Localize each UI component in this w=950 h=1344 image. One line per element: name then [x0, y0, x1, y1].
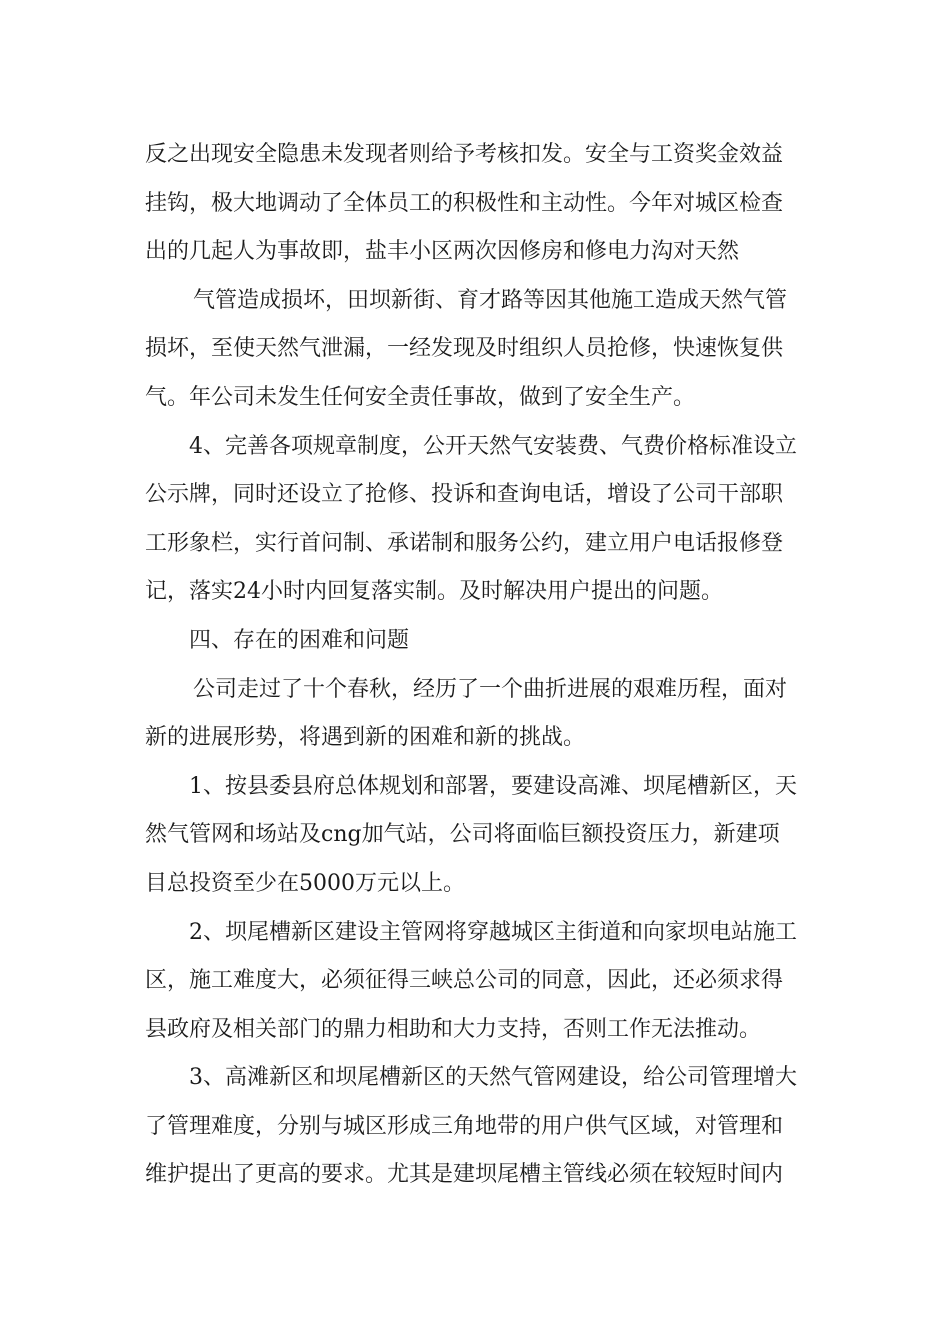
text-line: 1、按县委县府总体规划和部署，要建设高滩、坝尾槽新区，天: [189, 773, 797, 799]
text-line: 出的几起人为事故即，盐丰小区两次因修房和修电力沟对天然: [145, 239, 740, 265]
text-line: 公司走过了十个春秋，经历了一个曲折进展的艰难历程，面对: [193, 676, 788, 702]
text-line: 区，施工难度大，必须征得三峡总公司的同意，因此，还必须求得: [145, 968, 784, 994]
text-line: 目总投资至少在5000万元以上。: [145, 870, 465, 896]
text-line: 挂钩，极大地调动了全体员工的积极性和主动性。今年对城区检查: [145, 190, 784, 216]
text-line: 工形象栏，实行首问制、承诺制和服务公约，建立用户电话报修登: [145, 530, 784, 556]
text-line: 4、完善各项规章制度，公开天然气安装费、气费价格标准设立: [189, 433, 797, 459]
section-heading: 四、存在的困难和问题: [189, 627, 410, 653]
text-line: 公示牌，同时还设立了抢修、投诉和查询电话，增设了公司干部职: [145, 482, 784, 508]
text-line: 2、坝尾槽新区建设主管网将穿越城区主街道和向家坝电站施工: [189, 919, 797, 945]
text-line: 然气管网和场站及cng加气站，公司将面临巨额投资压力，新建项: [145, 822, 780, 848]
text-line: 维护提出了更高的要求。尤其是建坝尾槽主管线必须在较短时间内: [145, 1162, 784, 1188]
text-line: 新的进展形势，将遇到新的困难和新的挑战。: [145, 725, 586, 751]
text-line: 气。年公司未发生任何安全责任事故，做到了安全生产。: [145, 384, 696, 410]
text-line: 了管理难度，分别与城区形成三角地带的用户供气区域，对管理和: [145, 1113, 784, 1139]
text-line: 记，落实24小时内回复落实制。及时解决用户提出的问题。: [145, 579, 723, 605]
document-body: [145, 131, 810, 1200]
text-line: 反之出现安全隐患未发现者则给予考核扣发。安全与工资奖金效益: [145, 142, 784, 167]
text-line: 损坏，至使天然气泄漏，一经发现及时组织人员抢修，快速恢复供: [145, 336, 784, 362]
text-line: 3、高滩新区和坝尾槽新区的天然气管网建设，给公司管理增大: [189, 1065, 797, 1091]
text-line: 县政府及相关部门的鼎力相助和大力支持，否则工作无法推动。: [145, 1016, 762, 1042]
text-line: 气管造成损坏，田坝新街、育才路等因其他施工造成天然气管: [193, 287, 788, 313]
